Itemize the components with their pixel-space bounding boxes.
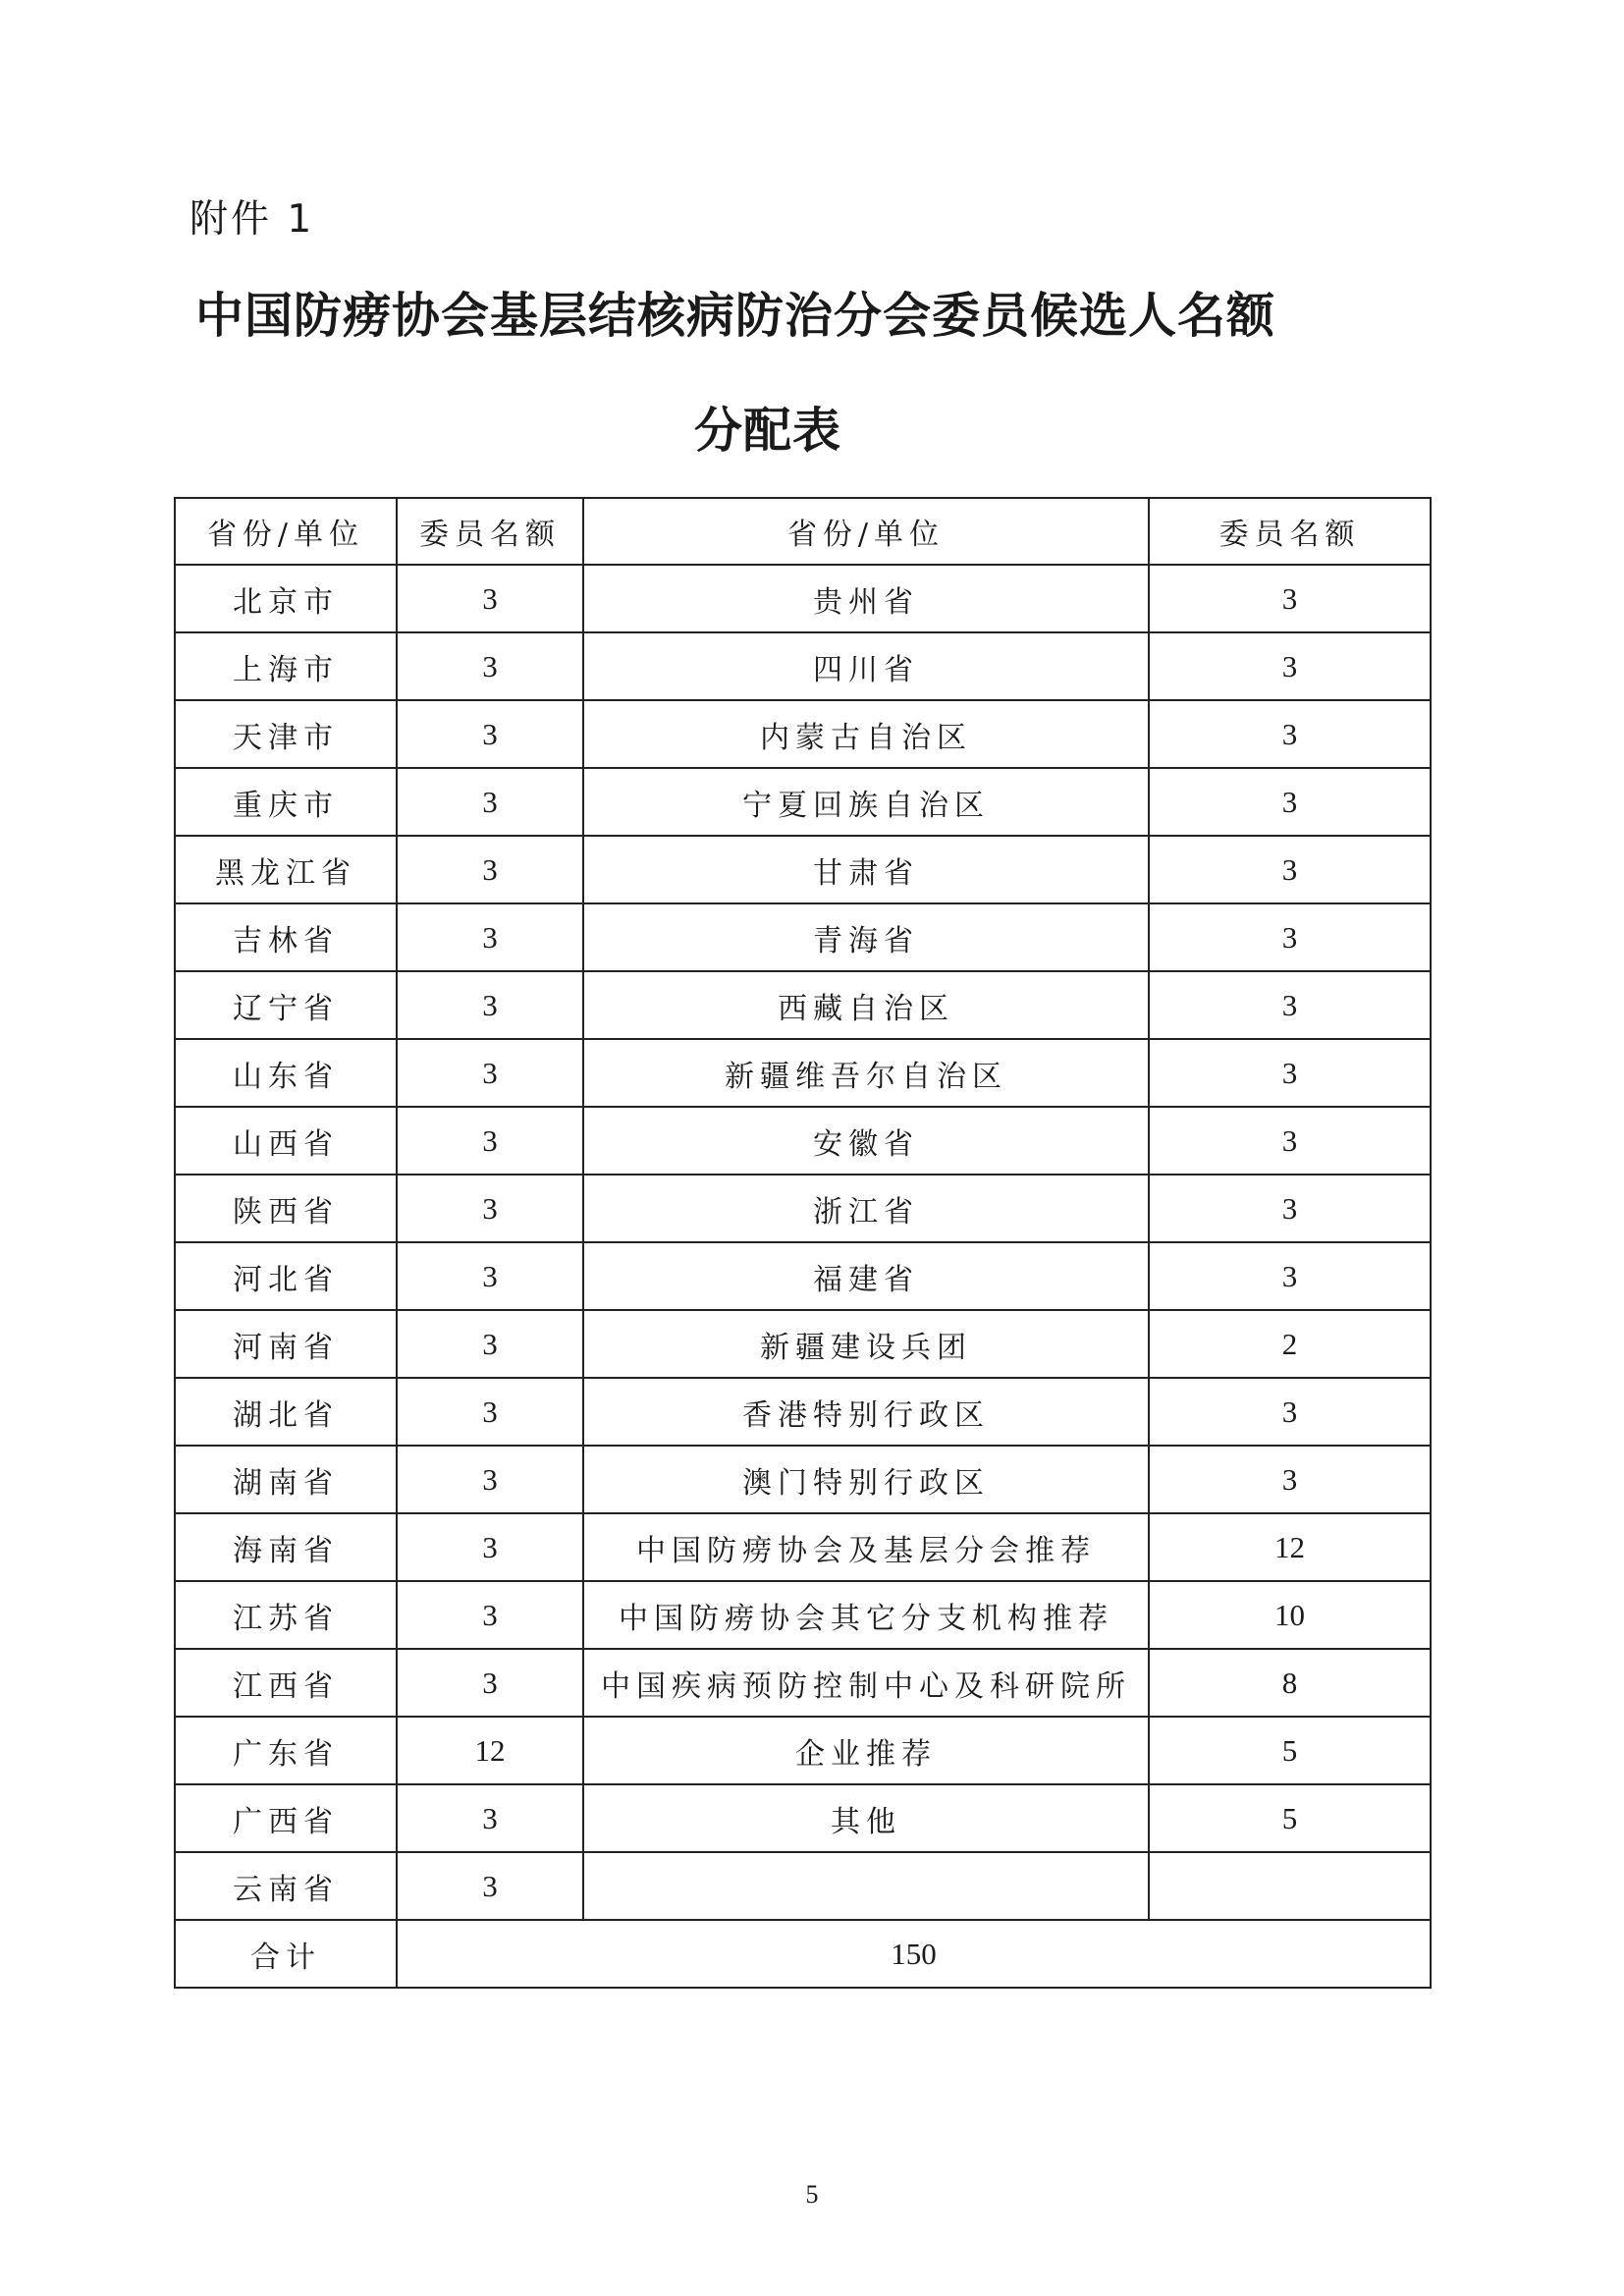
quota-cell: 3: [397, 1378, 583, 1446]
table-row: [175, 971, 1431, 1039]
quota-cell: 3: [1149, 768, 1431, 836]
quota-cell: 3: [397, 1310, 583, 1378]
page-number: 5: [805, 2180, 819, 2209]
quota-cell: 3: [397, 700, 583, 768]
unit-cell: 中国防痨协会及基层分会推荐: [583, 1513, 1149, 1581]
unit-cell: 黑龙江省: [175, 836, 397, 903]
unit-cell: 江西省: [175, 1649, 397, 1717]
total-label: 合计: [175, 1920, 397, 1988]
unit-cell: 安徽省: [583, 1107, 1149, 1175]
unit-cell: 广东省: [175, 1717, 397, 1784]
quota-cell: 3: [397, 1649, 583, 1717]
unit-cell: 吉林省: [175, 903, 397, 971]
quota-cell: 3: [397, 632, 583, 700]
table-row: [175, 768, 1431, 836]
unit-cell: 中国疾病预防控制中心及科研院所: [583, 1649, 1149, 1717]
quota-cell: 3: [1149, 1039, 1431, 1107]
table-row: [175, 1717, 1431, 1784]
quota-cell: 3: [1149, 1242, 1431, 1310]
table-row: [175, 1649, 1431, 1717]
unit-cell: 北京市: [175, 565, 397, 632]
unit-cell: 浙江省: [583, 1175, 1149, 1242]
quota-cell: 3: [1149, 836, 1431, 903]
quota-cell: 8: [1149, 1649, 1431, 1717]
unit-cell: 四川省: [583, 632, 1149, 700]
quota-cell: [1149, 1852, 1431, 1920]
header-unit-1: 省份/单位: [175, 498, 397, 565]
quota-cell: 3: [397, 1784, 583, 1852]
table-row: [175, 1581, 1431, 1649]
quota-cell: 3: [1149, 565, 1431, 632]
unit-cell: 青海省: [583, 903, 1149, 971]
unit-cell: 甘肃省: [583, 836, 1149, 903]
table-row: [175, 700, 1431, 768]
quota-cell: 3: [397, 1107, 583, 1175]
quota-cell: 3: [397, 1242, 583, 1310]
quota-cell: 3: [1149, 632, 1431, 700]
table-row: [175, 1378, 1431, 1446]
table-row: [175, 903, 1431, 971]
unit-cell: 湖南省: [175, 1446, 397, 1513]
unit-cell: 其他: [583, 1784, 1149, 1852]
attachment-label: 附件 1: [189, 197, 315, 242]
quota-cell: 3: [397, 903, 583, 971]
table-row: [175, 1242, 1431, 1310]
quota-cell: 3: [1149, 1175, 1431, 1242]
unit-cell: 贵州省: [583, 565, 1149, 632]
unit-cell: [583, 1852, 1149, 1920]
unit-cell: 重庆市: [175, 768, 397, 836]
table-row: [175, 1039, 1431, 1107]
quota-cell: 3: [397, 1581, 583, 1649]
document-title-line2: 分配表: [693, 403, 841, 459]
quota-cell: 3: [397, 1039, 583, 1107]
total-row: [175, 1920, 1431, 1988]
unit-cell: 辽宁省: [175, 971, 397, 1039]
table-row: [175, 1107, 1431, 1175]
quota-cell: 3: [397, 1513, 583, 1581]
quota-cell: 3: [397, 1446, 583, 1513]
table-row: [175, 1852, 1431, 1920]
unit-cell: 湖北省: [175, 1378, 397, 1446]
unit-cell: 广西省: [175, 1784, 397, 1852]
unit-cell: 新疆建设兵团: [583, 1310, 1149, 1378]
unit-cell: 河南省: [175, 1310, 397, 1378]
quota-cell: 3: [397, 768, 583, 836]
unit-cell: 山东省: [175, 1039, 397, 1107]
unit-cell: 中国防痨协会其它分支机构推荐: [583, 1581, 1149, 1649]
table-row: [175, 1175, 1431, 1242]
quota-cell: 3: [397, 836, 583, 903]
quota-cell: 5: [1149, 1784, 1431, 1852]
total-value: 150: [397, 1920, 1431, 1988]
unit-cell: 天津市: [175, 700, 397, 768]
document-title: 中国防痨协会基层结核病防治分会委员候选人名额: [194, 288, 1275, 344]
quota-cell: 3: [1149, 700, 1431, 768]
allocation-table: [174, 497, 1432, 1989]
quota-cell: 3: [397, 971, 583, 1039]
quota-cell: 3: [397, 565, 583, 632]
quota-cell: 12: [1149, 1513, 1431, 1581]
quota-cell: 10: [1149, 1581, 1431, 1649]
quota-cell: 5: [1149, 1717, 1431, 1784]
unit-cell: 澳门特别行政区: [583, 1446, 1149, 1513]
quota-cell: 3: [1149, 1378, 1431, 1446]
unit-cell: 西藏自治区: [583, 971, 1149, 1039]
unit-cell: 宁夏回族自治区: [583, 768, 1149, 836]
unit-cell: 河北省: [175, 1242, 397, 1310]
table-row: [175, 1784, 1431, 1852]
header-quota-2: 委员名额: [1149, 498, 1431, 565]
unit-cell: 上海市: [175, 632, 397, 700]
unit-cell: 陕西省: [175, 1175, 397, 1242]
table-header-row: [175, 498, 1431, 565]
quota-cell: 12: [397, 1717, 583, 1784]
quota-cell: 2: [1149, 1310, 1431, 1378]
unit-cell: 海南省: [175, 1513, 397, 1581]
table-row: [175, 836, 1431, 903]
table-row: [175, 1513, 1431, 1581]
quota-cell: 3: [397, 1175, 583, 1242]
quota-cell: 3: [1149, 971, 1431, 1039]
quota-cell: 3: [1149, 1107, 1431, 1175]
unit-cell: 山西省: [175, 1107, 397, 1175]
table-row: [175, 565, 1431, 632]
quota-cell: 3: [397, 1852, 583, 1920]
unit-cell: 香港特别行政区: [583, 1378, 1149, 1446]
unit-cell: 云南省: [175, 1852, 397, 1920]
quota-cell: 3: [1149, 1446, 1431, 1513]
unit-cell: 江苏省: [175, 1581, 397, 1649]
unit-cell: 福建省: [583, 1242, 1149, 1310]
unit-cell: 新疆维吾尔自治区: [583, 1039, 1149, 1107]
unit-cell: 内蒙古自治区: [583, 700, 1149, 768]
unit-cell: 企业推荐: [583, 1717, 1149, 1784]
table-row: [175, 1446, 1431, 1513]
quota-cell: 3: [1149, 903, 1431, 971]
table-row: [175, 632, 1431, 700]
header-unit-2: 省份/单位: [583, 498, 1149, 565]
table-row: [175, 1310, 1431, 1378]
header-quota-1: 委员名额: [397, 498, 583, 565]
